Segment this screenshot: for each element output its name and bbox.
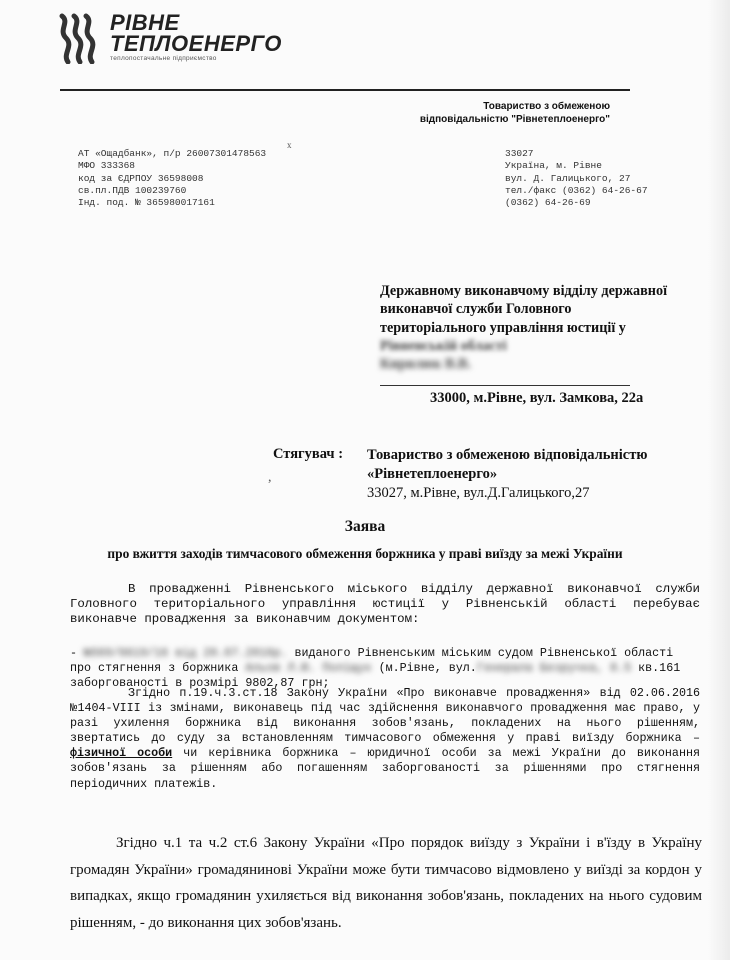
org-line2: відповідальністю "Рівнетеплоенерго" bbox=[419, 114, 610, 125]
recipient-line4: Рівненській області bbox=[380, 337, 507, 354]
bank-details bbox=[78, 148, 266, 209]
document-subtitle: про вжиття заходів тимчасового обмеження боржника у праві виїзду за межі України bbox=[107, 546, 623, 561]
pen-mark: , bbox=[268, 470, 272, 485]
address-line: Україна, м. Рівне bbox=[505, 160, 602, 172]
logo-title-line2: ТЕПЛОЕНЕРГО bbox=[110, 31, 282, 56]
recipient-line2: виконавчої служби Головного bbox=[380, 301, 572, 318]
address-line: вул. Д. Галицького, 27 bbox=[505, 172, 631, 184]
company-logo-title bbox=[110, 12, 282, 54]
redacted-case-number: №569/6619/16 від 20.07.2016р. bbox=[84, 646, 288, 660]
scan-edge-shadow bbox=[708, 0, 730, 960]
document-title: Заява bbox=[344, 518, 386, 535]
emphasis-text: фізичної особи bbox=[70, 746, 173, 761]
recipient-block bbox=[380, 282, 720, 373]
sender-address bbox=[505, 148, 648, 209]
pen-mark: x bbox=[287, 140, 292, 150]
recipient-line3: територіального управління юстиції у bbox=[380, 319, 626, 336]
logo-subtitle: теплопостачальне підприємство bbox=[110, 55, 217, 62]
company-logo-icon bbox=[56, 12, 98, 64]
address-line: 33027 bbox=[505, 148, 534, 159]
recipient-address: 33000, м.Рівне, вул. Замкова, 22а bbox=[430, 390, 644, 406]
collector-org-line1: Товариство з обмеженою відповідальністю bbox=[367, 447, 648, 463]
org-line1: Товариство з обмеженою bbox=[483, 101, 610, 112]
recipient-line1: Державному виконавчому відділу державної bbox=[380, 283, 668, 299]
header-divider bbox=[60, 89, 630, 91]
bank-line: св.пл.ПДВ 100239760 bbox=[78, 184, 187, 196]
bank-line: Інд. под. № 365980017161 bbox=[78, 197, 215, 209]
redacted-debtor-street: Генерала Безручка, 8.5 bbox=[476, 661, 632, 676]
collector-block bbox=[367, 446, 707, 503]
bank-line: АТ «Ощадбанк», п/р 26007301478563 bbox=[78, 148, 267, 159]
paragraph-3: Згідно п.19.ч.3.ст.18 Закону України «Про виконавче провадження» від 02.06.2016 №1404-VIII із змінами, виконавець під час здійснення виконавчого провадження має право, у разі ухилення боржника від виконання зобов'язань, покладених на нього рішенням, звертатись до суду за встановленням тимчасового обмеження у праві виїзду боржника – фізичної особи чи керівника боржника – юридичної особи за межі України до виконання зобов'язань за рішенням або погашенням заборгованості за рішеннями про стягнення періодичних платежів. bbox=[70, 686, 700, 791]
collector-label: Стягувач : bbox=[273, 446, 344, 462]
collector-org-line2: «Рівнетеплоенерго» bbox=[367, 466, 498, 482]
paragraph-4: Згідно ч.1 та ч.2 ст.6 Закону України «Про порядок виїзду з України і в'їзду в Україну громадян України» громадянинові України може бути тимчасово відмовлено у виїзді за кордон у випадках, якщо громадянин ухиляється від виконання зобов'язань, покладених на нього судовим рішенням, - до виконання цих зобов'язань. bbox=[70, 835, 702, 931]
recipient-divider bbox=[380, 385, 630, 386]
bank-line: МФО 333368 bbox=[78, 160, 136, 172]
paragraph-1: В провадженні Рівненського міського відділу державної виконавчої служби Головного територіального управління юстиції у Рівненській області перебуває виконавче провадження за виконавчим документом: bbox=[70, 582, 700, 627]
redacted-debtor-name: Альов Л.Ю. Поліщук bbox=[245, 661, 372, 676]
recipient-line5-redacted: Кирилюк В.В. bbox=[380, 356, 472, 373]
collector-address: 33027, м.Рівне, вул.Д.Галицького,27 bbox=[367, 485, 590, 501]
bank-line: код за ЄДРПОУ 36598008 bbox=[78, 172, 204, 184]
address-line: тел./факс (0362) 64-26-67 bbox=[505, 184, 648, 196]
logo-title-line1: РІВНЕ bbox=[110, 10, 180, 35]
paragraph-2: - №569/6619/16 від 20.07.2016р. виданого Рівненським міським судом Рівненської області про стягнення з боржника Альов Л.Ю. Поліщук (м.Рівне, вул.Генерала Безручка, 8.5 кв.161 заборгованості в розмірі 9802,87 грн; bbox=[70, 646, 681, 691]
address-line: (0362) 64-26-69 bbox=[505, 197, 591, 209]
org-name-header bbox=[380, 100, 610, 126]
